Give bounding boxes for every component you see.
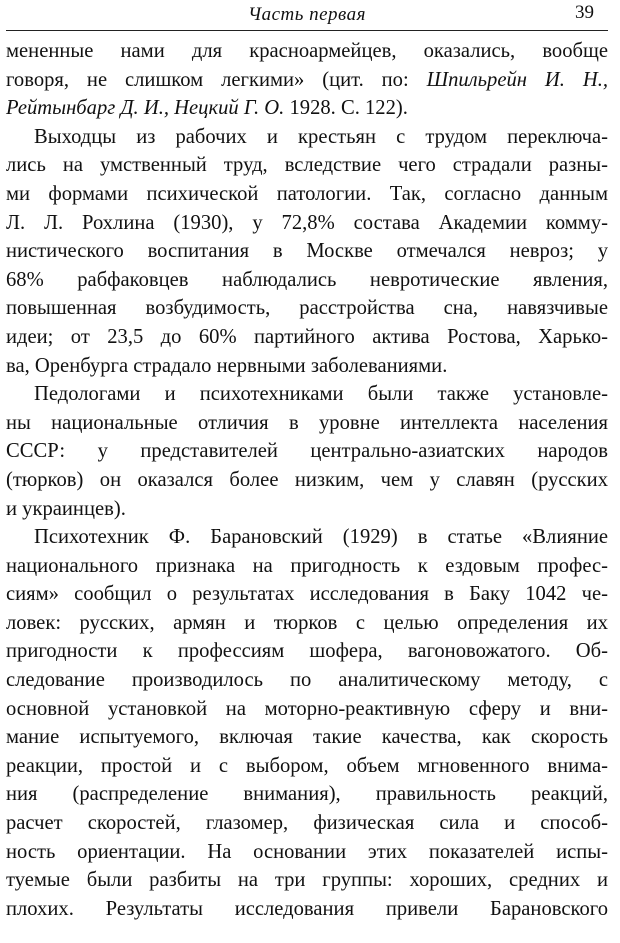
text-line: ния (распределение внимания), правильность реакций, [6, 783, 608, 806]
paragraph-3 [6, 380, 608, 523]
text-line: Выходцы из рабочих и крестьян с трудом переключа- [34, 125, 608, 148]
text-line: следование производилось по аналитическому методу, с [6, 669, 608, 692]
text-line: ва, Оренбурга страдало нервными заболеваниями. [6, 354, 448, 377]
text-line: основной установкой на моторно-реактивную сферу и вни- [6, 697, 608, 720]
paragraph-1 [6, 37, 608, 123]
page-number: 39 [575, 2, 594, 23]
text-line: ловек: русских, армян и тюрков с целью определения их [6, 611, 608, 634]
text-line: Педологами и психотехниками были также установле- [34, 383, 608, 406]
text-fragment: говоря, не слишком легкими» (цит. по: [6, 68, 427, 91]
text-line: мененные нами для красноармейцев, оказались, вообще [6, 40, 608, 62]
text-line: сиям» сообщил о результатах исследования в Баку 1042 че- [6, 583, 608, 606]
running-header [6, 0, 608, 31]
text-line: реакции, простой и с выбором, объем мгновенного внима- [6, 754, 608, 777]
text-line: идеи; от 23,5 до 60% партийного актива Ростова, Харько- [6, 325, 608, 348]
text-line: и украинцев). [6, 497, 126, 520]
text-line: 68% рабфаковцев наблюдались невротические явления, [6, 268, 608, 291]
paragraph-2 [6, 123, 608, 380]
text-line: ность ориентации. На основании этих показателей испы- [6, 840, 608, 863]
text-line: ми формами психической патологии. Так, согласно данным [6, 182, 608, 205]
text-line: ны национальные отличия в уровне интеллекта населения [6, 411, 608, 434]
text-line: Л. Л. Рохлина (1930), у 72,8% состава Академии комму- [6, 211, 608, 234]
text-line: лись на умственный труд, вследствие чего страдали разны- [6, 154, 608, 177]
text-line [6, 94, 608, 123]
body-text [6, 37, 608, 923]
text-line: повышенная возбудимость, расстройства сна, навязчивые [6, 297, 608, 320]
citation-authors: Рейтынбарг Д. И., Нецкий Г. О. [6, 97, 285, 120]
text-fragment: 1928. С. 122). [289, 97, 408, 120]
paragraph-4 [6, 523, 608, 923]
text-line: национального признака на пригодность к ездовым профес- [6, 554, 608, 577]
text-line: плохих. Результаты исследования привели Барановского [6, 897, 608, 920]
text-line: СССР: у представителей центрально-азиатских народов [6, 440, 608, 463]
running-title: Часть первая [247, 4, 367, 25]
text-line: расчет скоростей, глазомер, физическая сила и способ- [6, 812, 608, 835]
text-line [6, 66, 608, 95]
text-line: нистического воспитания в Москве отмечался невроз; у [6, 240, 608, 263]
text-line: пригодности к профессиям шофера, вагоновожатого. Об- [6, 640, 608, 663]
text-line: мание испытуемого, включая такие качества, как скорость [6, 726, 608, 749]
text-line: (тюрков) он оказался более низким, чем у славян (русских [6, 468, 608, 491]
text-line: Психотехник Ф. Барановский (1929) в статье «Влияние [34, 526, 608, 549]
citation-authors: Шпильрейн И. Н., [426, 68, 608, 91]
text-line: туемые были разбиты на три группы: хороших, средних и [6, 869, 608, 892]
